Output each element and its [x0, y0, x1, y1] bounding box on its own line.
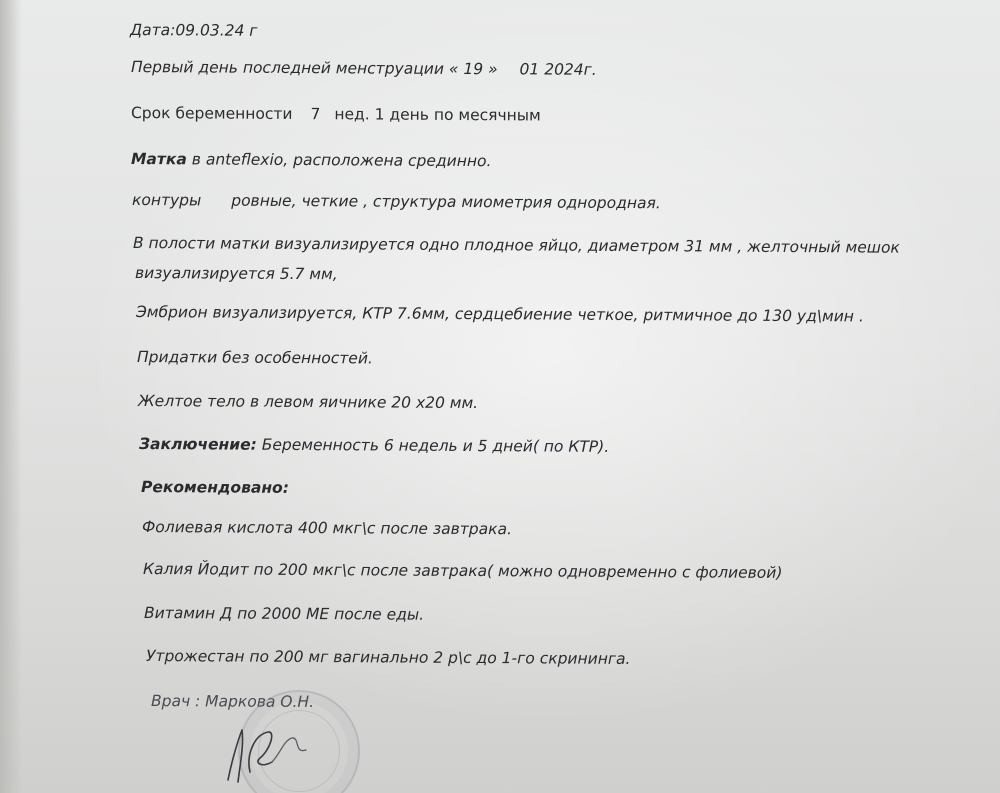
adnexa-text: Придатки без особенностей.: [136, 348, 373, 368]
recommendation-item: [143, 560, 783, 582]
embryo-text: Эмбрион визуализируется, КТР 7.6мм, сердцебиение четкое, ритмичное до 130 уд\мин .: [135, 303, 864, 326]
embryo-line: [136, 303, 864, 325]
cavity-line-1: [133, 234, 900, 257]
uterus-text: в anteflexio, расположена срединно.: [186, 150, 492, 171]
recommendation-folic-acid: Фолиевая кислота 400 мкг\с после завтрака.: [141, 518, 513, 539]
term-line: [131, 104, 541, 125]
doctor-name: Врач : Маркова О.Н.: [150, 692, 315, 711]
contours-text: ровные, четкие , структура миометрия однородная.: [231, 191, 661, 213]
contours-line: [132, 191, 661, 212]
term-prefix: Срок беременности: [130, 104, 293, 123]
date-text: Дата:09.03.24 г: [129, 21, 258, 40]
lmp-line: [131, 58, 597, 79]
uterus-label: Матка: [130, 150, 187, 169]
uterus-line: [131, 150, 492, 170]
contours-label: контуры: [131, 191, 202, 210]
recommendation-item: [142, 518, 512, 538]
term-weeks: 7: [310, 105, 321, 124]
cavity-line-2: [135, 264, 338, 283]
conclusion-label: Заключение:: [138, 435, 257, 454]
lmp-prefix: Первый день последней менструации « 19 »: [130, 58, 498, 79]
recommendation-item: [146, 647, 631, 668]
recommended-label: Рекомендовано:: [140, 478, 289, 497]
conclusion-line: [139, 435, 609, 456]
conclusion-text: Беременность 6 недель и 5 дней( по КТР).: [256, 435, 610, 456]
lmp-suffix: 01 2024г.: [519, 60, 597, 79]
corpus-luteum-line: [138, 392, 478, 412]
page-edge-shadow: [0, 0, 22, 793]
recommendation-vitamin-d: Витамин Д по 2000 МЕ после еды.: [143, 604, 425, 624]
recommendation-potassium-iodide: Калия Йодит по 200 мкг\с после завтрака( можно одновременно с фолиевой): [142, 560, 783, 582]
term-suffix: нед. 1 день по месячным: [334, 105, 541, 125]
recommendation-item: [144, 604, 424, 624]
cavity-text-1: В полости матки визуализируется одно плодное яйцо, диаметром 31 мм , желточный мешок: [132, 234, 900, 257]
doctor-signature: [210, 710, 340, 793]
date-line: [130, 21, 258, 40]
recommendation-utrogestan: Утрожестан по 200 мг вагинально 2 р\с до 1-го скрининга.: [145, 647, 631, 668]
cavity-text-2: визуализируется 5.7 мм,: [134, 264, 338, 284]
recommended-heading: [141, 478, 289, 497]
adnexa-line: [137, 348, 373, 367]
corpus-luteum-text: Желтое тело в левом яичнике 20 х20 мм.: [137, 392, 479, 413]
